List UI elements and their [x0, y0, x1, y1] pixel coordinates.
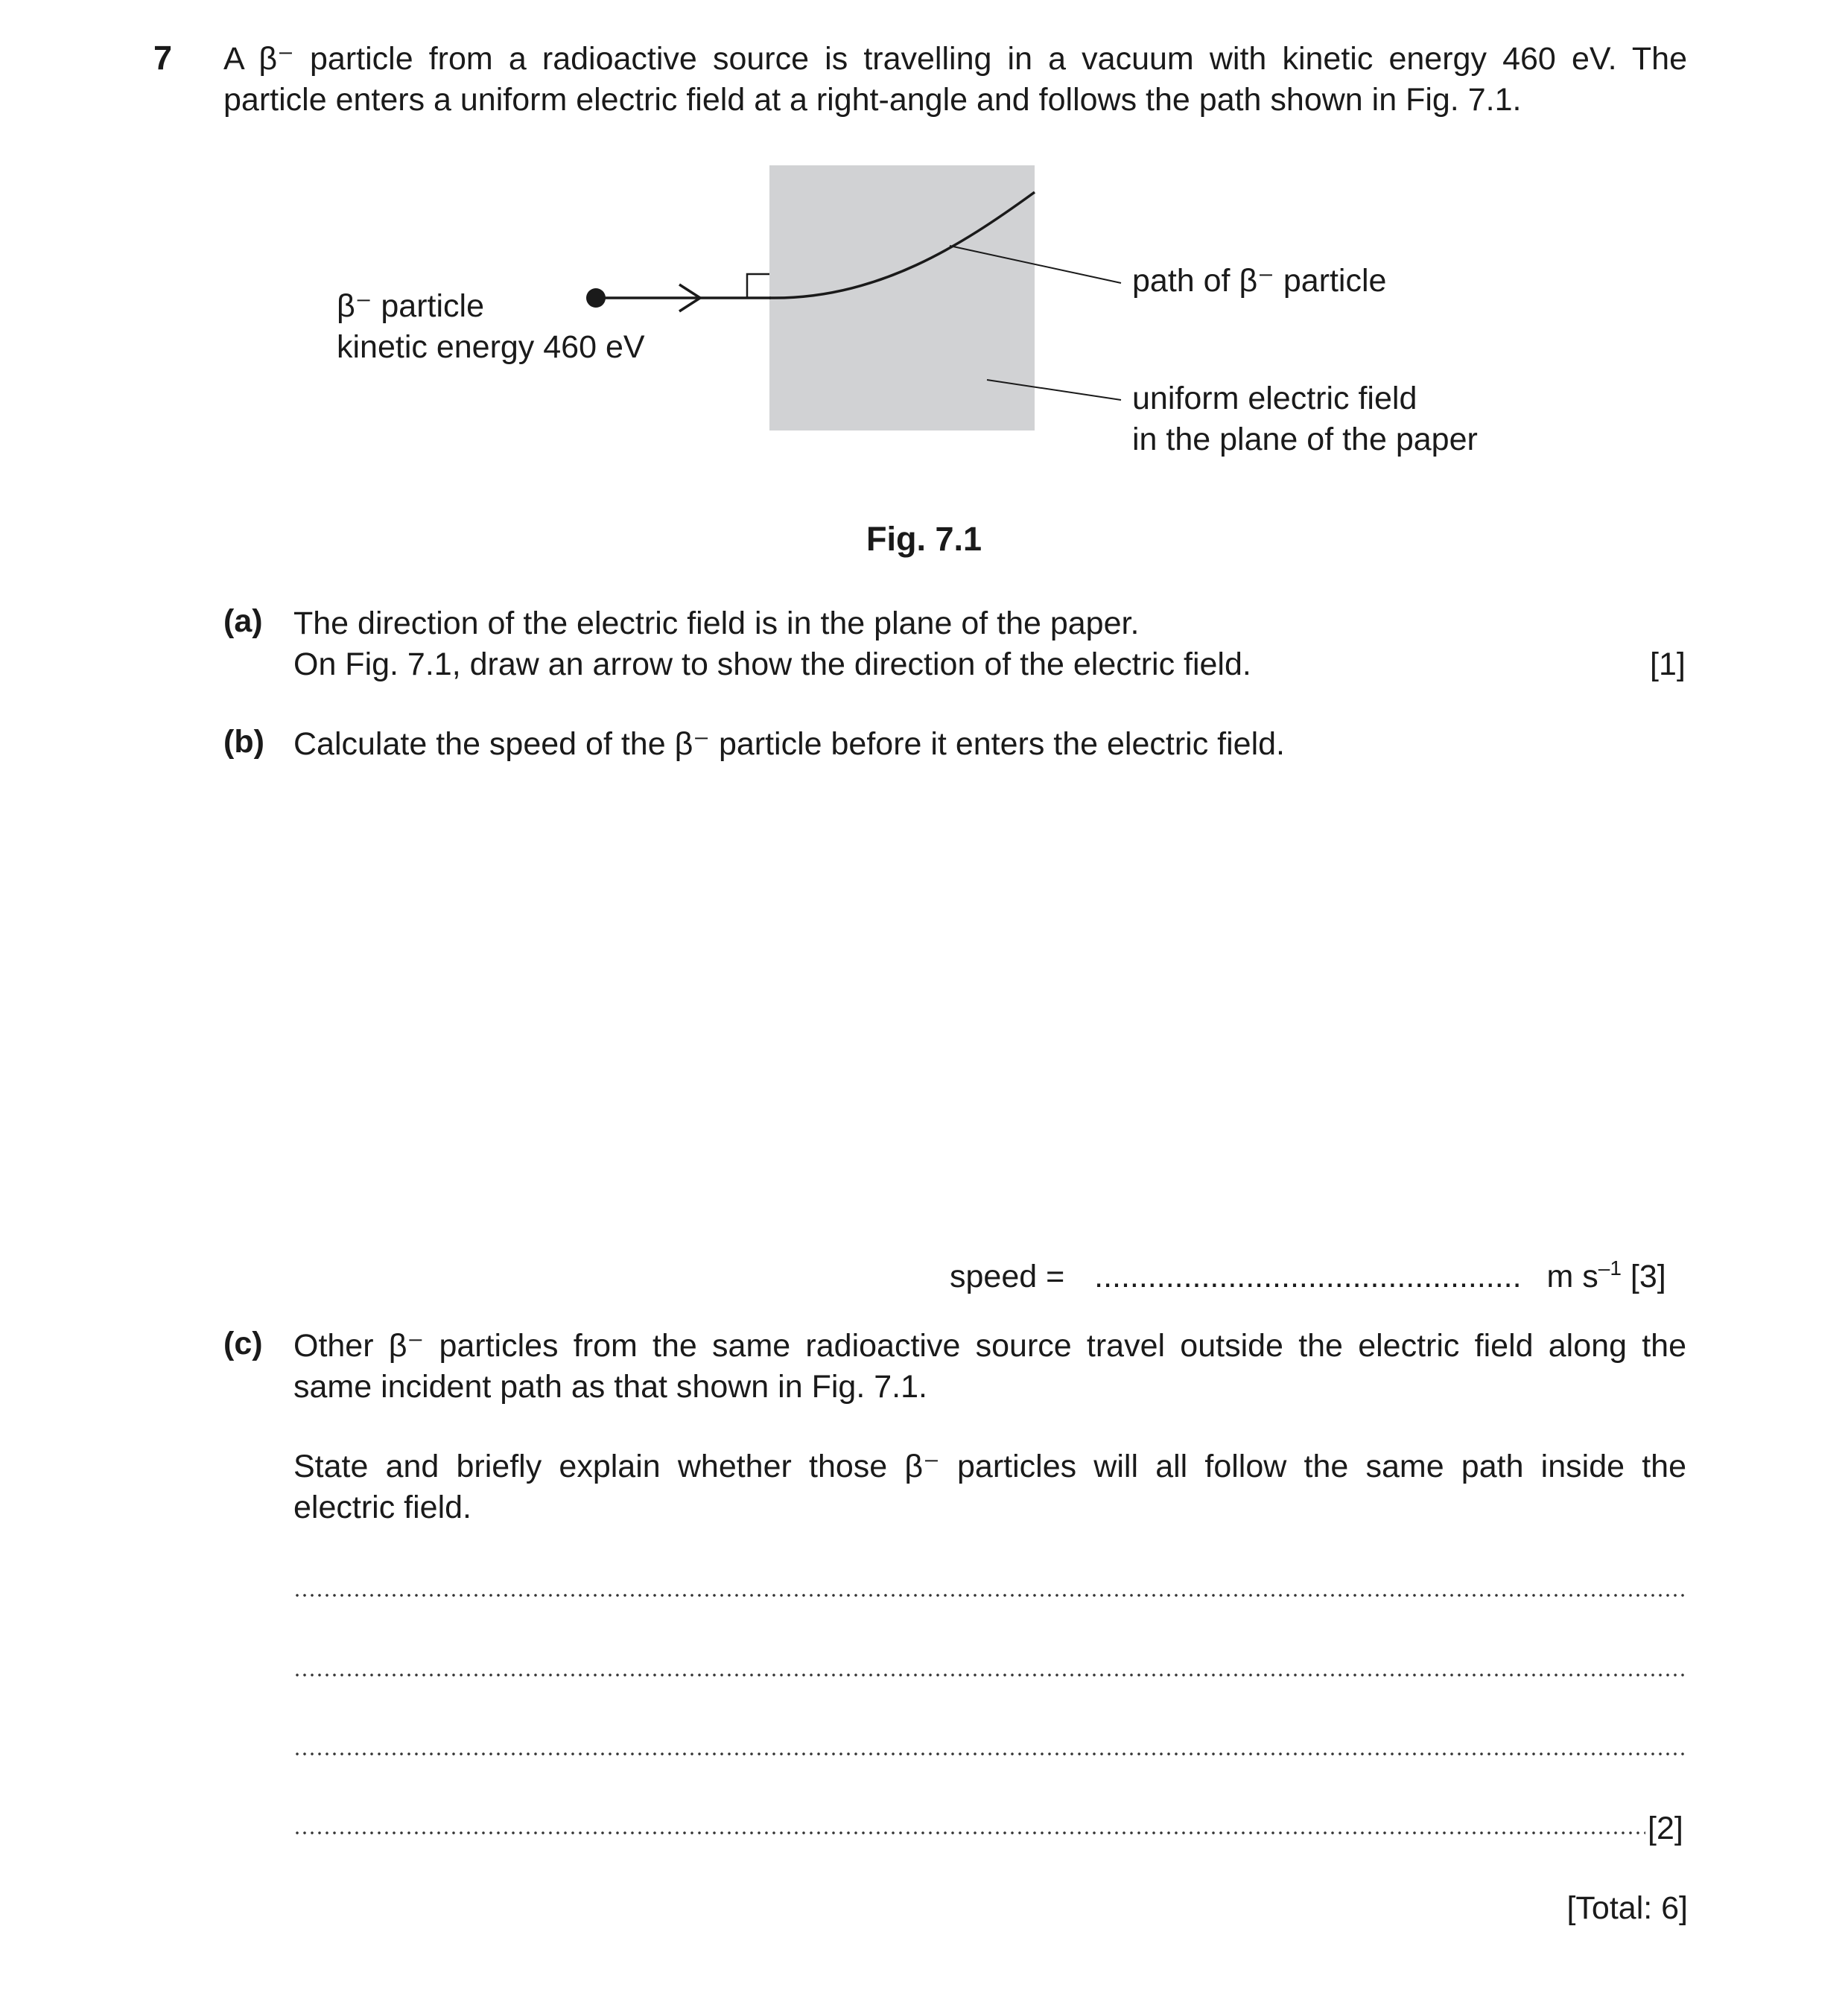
electric-field-region: [769, 165, 1035, 430]
field-label-line1: uniform electric field: [1132, 381, 1417, 416]
total-marks: [Total: 6]: [1566, 1890, 1688, 1926]
question-number: 7: [153, 39, 173, 77]
part-b-marks: [3]: [1630, 1259, 1666, 1294]
field-label-line2: in the plane of the paper: [1132, 422, 1478, 457]
part-c-line1: Other β⁻ particles from the same radioactive source travel outside the electric field along the: [293, 1328, 1686, 1364]
speed-prefix: speed =: [950, 1259, 1065, 1294]
speed-answer-line: [950, 1248, 1666, 1297]
part-b-label: (b): [223, 724, 264, 760]
part-c-line4: electric field.: [293, 1490, 471, 1525]
question-intro-line1: A β⁻ particle from a radioactive source is travelling in a vacuum with kinetic energy 460 eV. The: [223, 41, 1687, 77]
particle-label-line1: β⁻ particle: [337, 288, 484, 324]
right-angle-marker-icon: [747, 274, 769, 298]
answer-line-1[interactable]: [293, 1592, 1686, 1598]
part-a-line2: On Fig. 7.1, draw an arrow to show the direction of the electric field.: [293, 646, 1251, 682]
part-b-text: Calculate the speed of the β⁻ particle before it enters the electric field.: [293, 726, 1285, 762]
part-c-marks: [2]: [1648, 1811, 1683, 1846]
part-a-line1: The direction of the electric field is in the plane of the paper.: [293, 606, 1140, 641]
path-label: path of β⁻ particle: [1132, 263, 1387, 299]
part-c-line2: same incident path as that shown in Fig. 7.1.: [293, 1369, 927, 1405]
figure-7-1: [0, 0, 1848, 521]
part-c-label: (c): [223, 1326, 263, 1361]
particle-label-line2: kinetic energy 460 eV: [337, 329, 645, 365]
figure-caption: Fig. 7.1: [866, 520, 982, 558]
speed-answer-field[interactable]: ................................................: [1094, 1259, 1522, 1294]
answer-line-4[interactable]: [293, 1830, 1645, 1836]
question-intro-line2: particle enters a uniform electric field at a right-angle and follows the path shown in Fig. 7.1.: [223, 82, 1522, 118]
part-a-marks: [1]: [1650, 646, 1686, 682]
speed-unit: m s: [1546, 1259, 1598, 1294]
part-a-label: (a): [223, 603, 263, 639]
speed-unit-exponent: –1: [1598, 1256, 1622, 1280]
answer-line-2[interactable]: [293, 1672, 1686, 1678]
answer-line-3[interactable]: [293, 1751, 1686, 1757]
part-c-line3: State and briefly explain whether those β⁻ particles will all follow the same path inside the: [293, 1449, 1686, 1484]
